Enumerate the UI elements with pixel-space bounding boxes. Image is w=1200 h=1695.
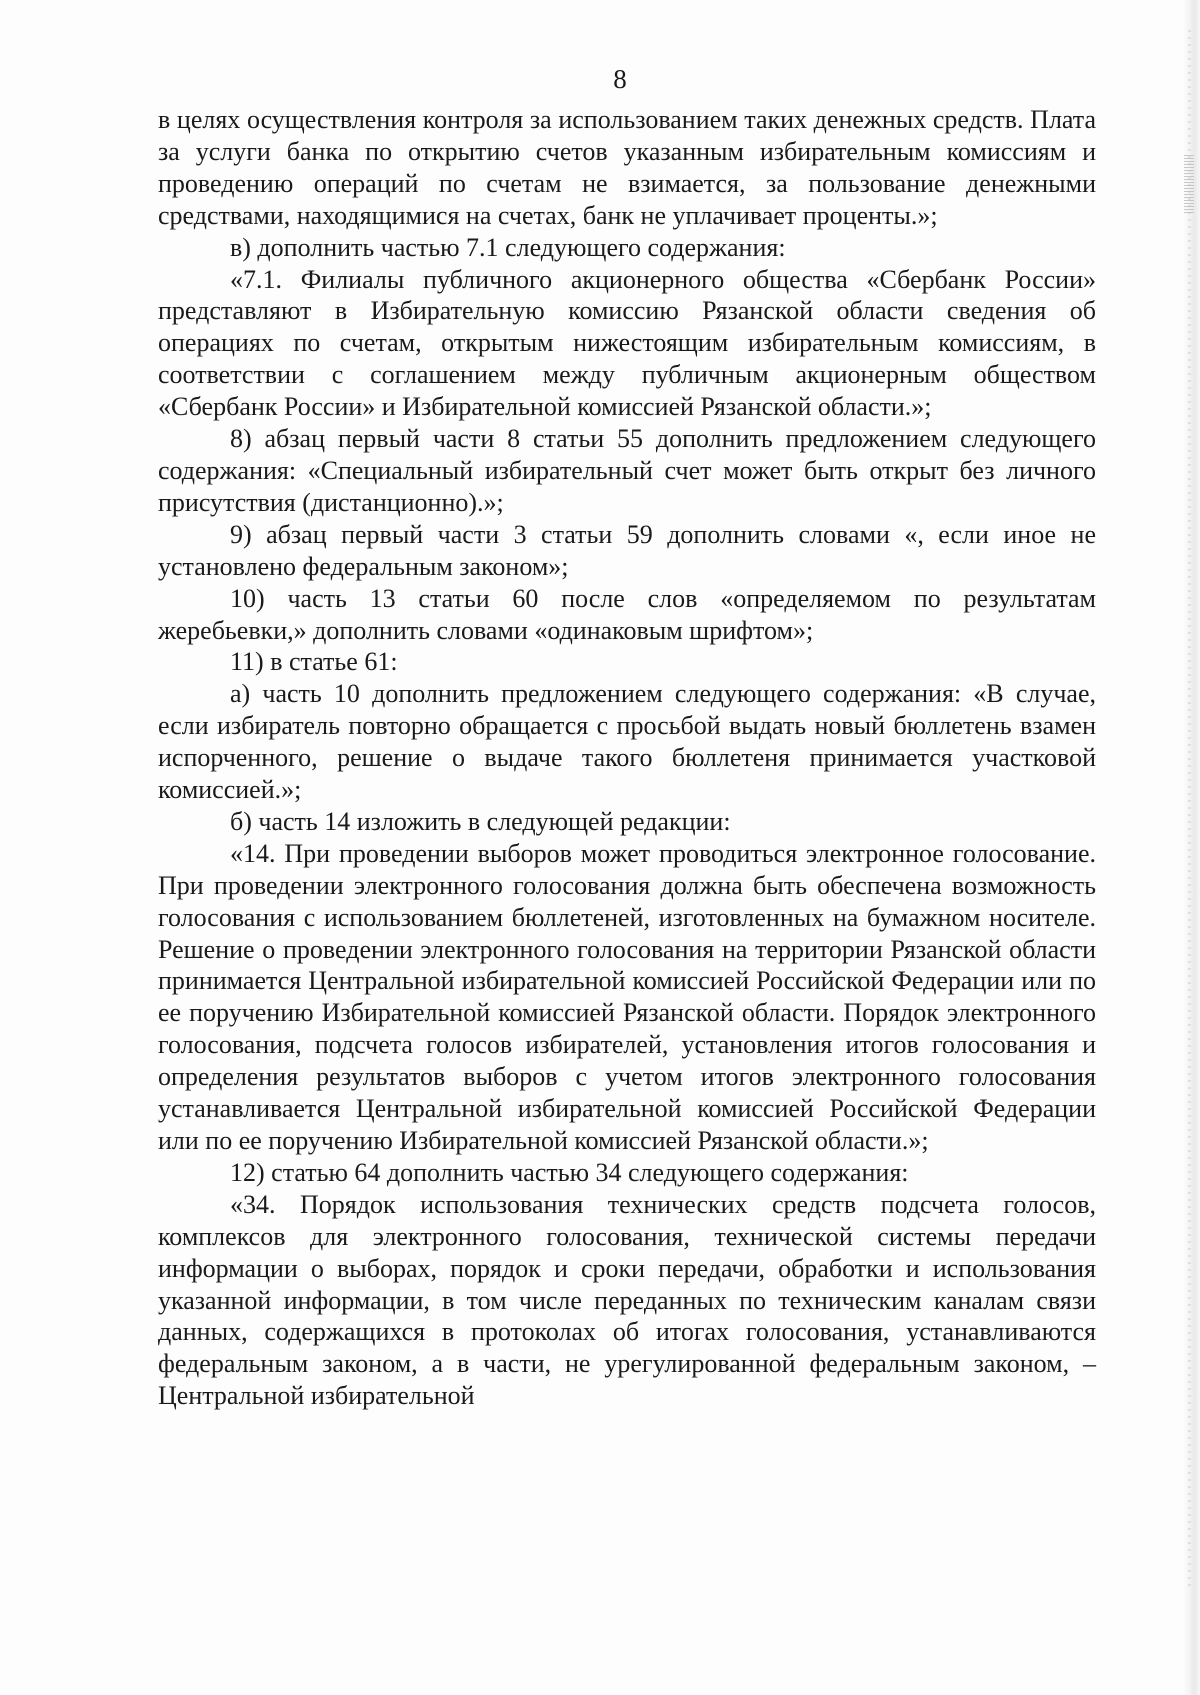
paragraph-continuation: в целях осуществления контроля за использованием таких денежных средств. Плата за услуги банка по открытию счетов указанным избирательным комиссиям и проведению операций по счетам не взимается, за пользование денежными средствами, находящимися на счетах, банк не уплачивает проценты.»; bbox=[158, 105, 1096, 230]
paragraph-item-10: 10) часть 13 статьи 60 после слов «определяемом по результатам жеребьевки,» дополнить словами «одинаковым шрифтом»; bbox=[158, 583, 1096, 645]
paragraph-quote-34: «34. Порядок использования технических средств подсчета голосов, комплексов для электронного голосования, технической системы передачи информации о выборах, порядок и сроки передачи, обработки и использования указанной информации, в том числе переданных по техническим каналам связи данных, содержащихся в протоколах об итогах голосования, устанавливаются федеральным законом, а в части, не урегулированной федеральным законом, – Центральной избирательной bbox=[158, 1189, 1096, 1411]
scan-edge-artifact bbox=[1182, 0, 1200, 1695]
paragraph-quote-14: «14. При проведении выборов может проводиться электронное голосование. При проведении электронного голосования должна быть обеспечена возможность голосования с использованием бюллетеней, изготовленных на бумажном носителе. Решение о проведении электронного голосования на территории Рязанской области принимается Центральной избирательной комиссией Российской Федерации или по ее поручению Избирательной комиссией Рязанской области. Порядок электронного голосования, подсчета голосов избирателей, установления итогов голосования и определения результатов выборов с учетом итогов электронного голосования устанавливается Центральной избирательной комиссией Российской Федерации или по ее поручению Избирательной комиссией Рязанской области.»; bbox=[158, 838, 1096, 1155]
paragraph-item-11b: б) часть 14 изложить в следующей редакции: bbox=[230, 806, 731, 836]
paragraph-quote-7-1: «7.1. Филиалы публичного акционерного общества «Сбербанк России» представляют в Избирательную комиссию Рязанской области сведения об операциях по счетам, открытым нижестоящим избирательным комиссиям, в соответствии с соглашением между публичным акционерным обществом «Сбербанк России» и Избирательной комиссией Рязанской области.»; bbox=[158, 264, 1096, 422]
page-number: 8 bbox=[613, 64, 627, 94]
paragraph-item-8: 8) абзац первый части 8 статьи 55 дополнить предложением следующего содержания: «Специальный избирательный счет может быть открыт без личного присутствия (дистанционно).»; bbox=[158, 424, 1096, 517]
paragraph-item-v: в) дополнить частью 7.1 следующего содержания: bbox=[230, 232, 786, 262]
document-body bbox=[158, 104, 1096, 1412]
paragraph-item-12: 12) статью 64 дополнить частью 34 следующего содержания: bbox=[230, 1157, 909, 1187]
paragraph-item-9: 9) абзац первый части 3 статьи 59 дополнить словами «, если иное не установлено федеральным законом»; bbox=[158, 519, 1096, 581]
paragraph-item-11: 11) в статье 61: bbox=[230, 647, 398, 677]
paragraph-item-11a: а) часть 10 дополнить предложением следующего содержания: «В случае, если избиратель повторно обращается с просьбой выдать новый бюллетень взамен испорченного, решение о выдаче такого бюллетеня принимается участковой комиссией.»; bbox=[158, 679, 1096, 805]
